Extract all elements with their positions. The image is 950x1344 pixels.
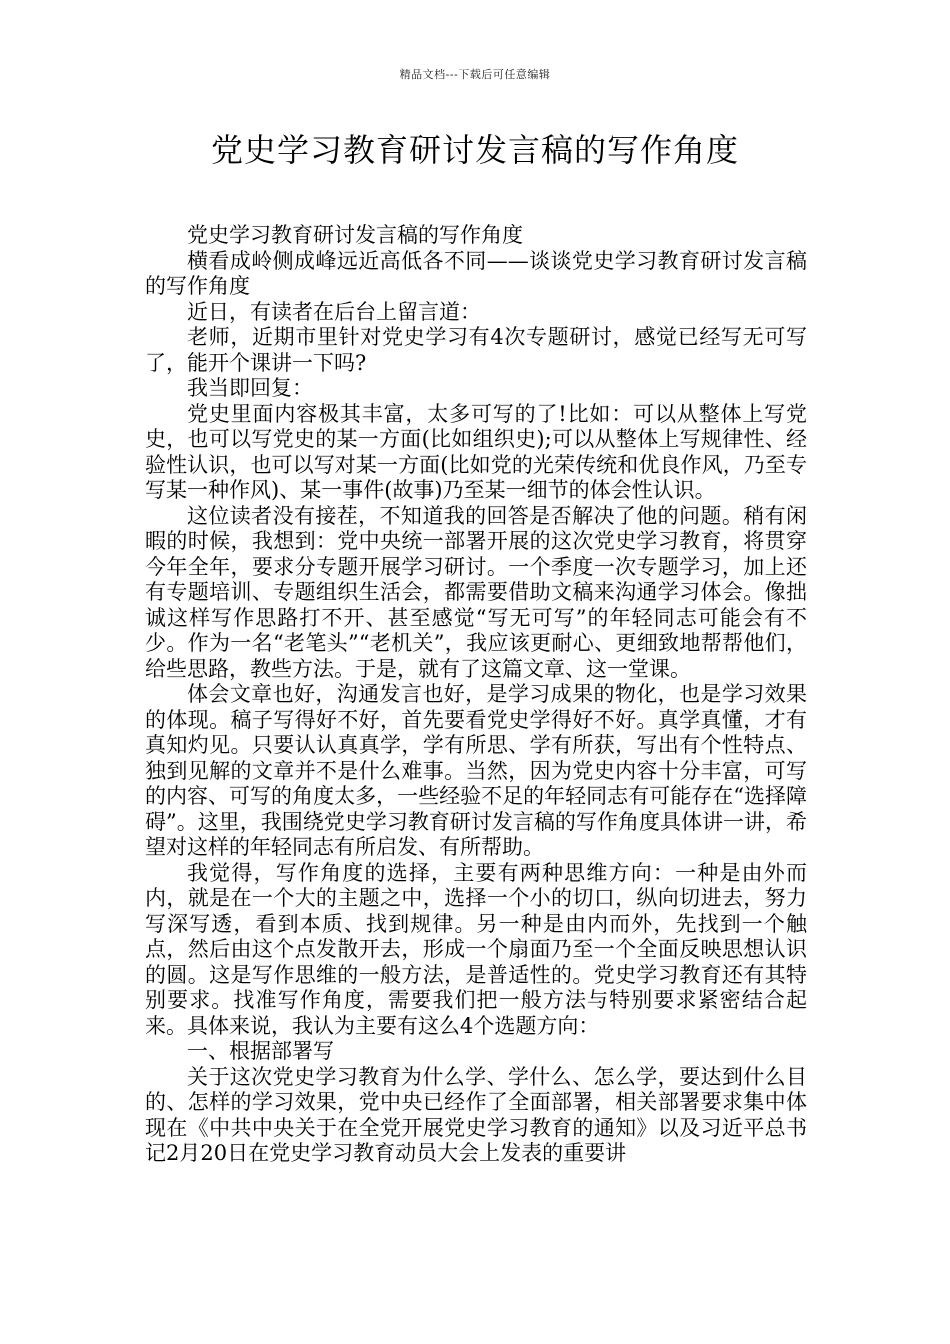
- paragraph: 这位读者没有接茬，不知道我的回答是否解决了他的问题。稍有闲暇的时候，我想到：党中央统一部署开展的这次党史学习教育，将贯穿今年全年，要求分专题开展学习研讨。一个季度一次专题学习，加上还有专题培训、专题组织生活会，都需要借助文稿来沟通学习体会。像拙诚这样写作思路打不开、甚至感觉“写无可写”的年轻同志可能会有不少。作为一名“老笔头”“老机关”，我应该更耐心、更细致地帮帮他们，给些思路，教些方法。于是，就有了这篇文章、这一堂课。: [145, 503, 807, 681]
- paragraph: 横看成岭侧成峰远近高低各不同——谈谈党史学习教育研讨发言稿的写作角度: [145, 248, 807, 298]
- paragraph: 近日，有读者在后台上留言道：: [187, 299, 481, 324]
- document-body: [145, 223, 807, 1167]
- paragraph: 老师，近期市里针对党史学习有4次专题研讨，感觉已经写无可写了，能开个课讲一下吗?: [145, 325, 807, 375]
- document-title: 党史学习教育研讨发言稿的写作角度: [210, 131, 739, 169]
- paragraph: 体会文章也好，沟通发言也好，是学习成果的物化，也是学习效果的体现。稿子写得好不好，首先要看党史学得好不好。真学真懂，才有真知灼见。只要认认真真学，学有所思、学有所获，写出有个性特点、独到见解的文章并不是什么难事。当然，因为党史内容十分丰富，可写的内容、可写的角度太多，一些经验不足的年轻同志有可能存在“选择障碍”。这里，我围绕党史学习教育研讨发言稿的写作角度具体讲一讲，希望对这样的年轻同志有所启发、有所帮助。: [145, 682, 807, 859]
- paragraph: 我觉得，写作角度的选择，主要有两种思维方向：一种是由外而内，就是在一个大的主题之中，选择一个小的切口，纵向切进去，努力写深写透，看到本质、找到规律。另一种是由内而外，先找到一个触点，然后由这个点发散开去，形成一个扇面乃至一个全面反映思想认识的圆。这是写作思维的一般方法，是普适性的。党史学习教育还有其特别要求。找准写作角度，需要我们把一般方法与特别要求紧密结合起来。具体来说，我认为主要有这么4个选题方向：: [145, 860, 807, 1038]
- paragraph: 党史里面内容极其丰富，太多可写的了!比如：可以从整体上写党史，也可以写党史的某一方面(比如组织史);可以从整体上写规律性、经验性认识，也可以写对某一方面(比如党的光荣传统和优良作风，乃至专写某一种作风)、某一事件(故事)乃至某一细节的体会性认识。: [145, 401, 807, 502]
- paragraph: 关于这次党史学习教育为什么学、学什么、怎么学，要达到什么目的、怎样的学习效果，党中央已经作了全面部署，相关部署要求集中体现在《中共中央关于在全党开展党史学习教育的通知》以及习近平总书记2月20日在党史学习教育动员大会上发表的重要讲: [145, 1064, 807, 1165]
- section-heading: 一、根据部署写: [187, 1039, 334, 1063]
- paragraph: 党史学习教育研讨发言稿的写作角度: [187, 223, 523, 247]
- page-header-note: 精品文档---下载后可任意编辑: [399, 68, 551, 81]
- paragraph: 我当即回复：: [187, 376, 313, 400]
